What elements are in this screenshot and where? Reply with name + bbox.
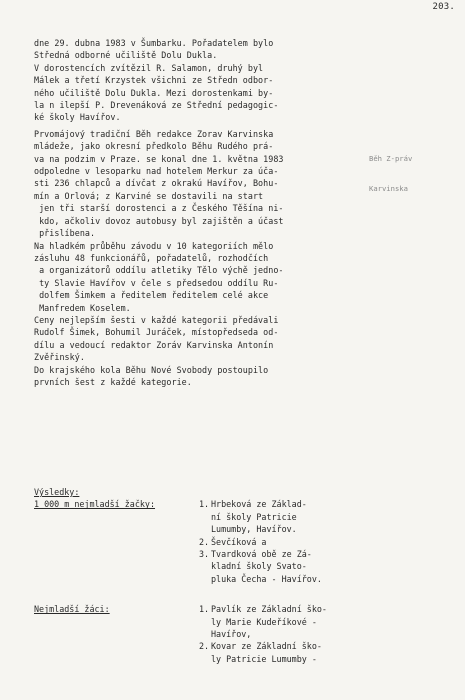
category-label: 1 000 m nejmladší žačky: [34, 499, 156, 510]
entry-text: Tvardková obě ze Zá- kladní školy Svato- pluka Čecha - Havířov. [211, 549, 322, 584]
text-line: ného učiliště Dolu Dukla. Mezi dorostenkami by- [34, 87, 274, 98]
text-line: zásluhu 48 funkcionářů, pořadatelů, rozhodčích [34, 252, 269, 263]
text-line: Manfredem Koselem. [34, 302, 131, 313]
text-line: V dorostencích zvítězil R. Salamon, druhý byl [34, 62, 264, 73]
entry-number: 1. [199, 499, 210, 510]
text-line: ké školy Havířov. [34, 112, 121, 123]
text-line: Málek a třetí Krzystek všichni ze Středn odbor- [34, 75, 274, 86]
entry-number: 1. [199, 604, 210, 615]
entry-number: 2. [199, 641, 210, 652]
text-line: dolfem Šimkem a ředitelem ředitelem celé akce [34, 290, 269, 301]
entry-text: Hrbeková ze Základ- ní školy Patricie Lumumby, Havířov. [211, 499, 307, 535]
text-line: sti 236 chlapců a dívčat z okrakú Havířov, Bohu- [34, 178, 279, 189]
results-title: Výsledky: [34, 487, 80, 497]
text-line: ty Slavie Havířov v čele s předsedou oddílu Ru- [34, 277, 279, 288]
results-section [34, 486, 434, 665]
text-line: Středná odborné učiliště Dolu Dukla. [34, 50, 218, 61]
entry-text: Kovar ze Základní ško- ly Patricie Lumumby - [211, 641, 322, 664]
text-line: dílu a vedoucí redaktor Zoráv Karvinska Antonín [34, 339, 274, 350]
side-note [369, 134, 459, 214]
text-line: Rudolf Šimek, Bohumil Juráček, místopředseda od- [34, 327, 279, 338]
paragraph [34, 314, 354, 388]
list-item [199, 640, 369, 665]
list-item [199, 603, 369, 640]
text-line: dne 29. dubna 1983 v Šumbarku. Pořadatelem bylo [34, 38, 274, 48]
list-item [199, 536, 369, 548]
text-line: Prvomájový tradiční Běh redakce Zorav Karvinska [34, 128, 274, 139]
text-line: mládeže, jako okresní předkolo Běhu Rudého prá- [34, 141, 274, 152]
entry-list [199, 498, 369, 585]
entry-list [199, 603, 369, 665]
text-line: Zvěřinský. [34, 352, 85, 363]
text-line: přislíbena. [34, 228, 96, 239]
paragraph [34, 128, 354, 240]
text-line: Do krajského kola Běhu Nové Svobody postoupilo [34, 364, 269, 375]
text-line: Na hladkém průběhu závodu v 10 kategoriích mělo [34, 240, 274, 251]
paragraph [34, 37, 354, 124]
list-item [199, 498, 369, 535]
body-text [34, 37, 354, 388]
text-line: mín a Orlová; z Karviné se dostavili na start [34, 190, 264, 201]
category-label: Nejmladší žáci: [34, 604, 110, 615]
paragraph [34, 240, 354, 314]
results-category [34, 498, 434, 585]
text-line: la n ilepší P. Drevenáková ze Střední pedagogic- [34, 100, 279, 111]
side-note-line: Běh Z-práv [369, 154, 413, 163]
entry-number: 3. [199, 549, 210, 560]
text-line: prvních šest z každé kategorie. [34, 376, 192, 387]
text-line: va na podzim v Praze. se konal dne 1. května 1983 [34, 153, 284, 164]
page-number: 203. [432, 2, 455, 12]
text-line: odpoledne v lesoparku nad hotelem Merkur za úča- [34, 166, 279, 177]
side-note-line: Karvinska [369, 184, 408, 193]
text-line: Ceny nejlepším šesti v každé kategorii předávali [34, 314, 279, 325]
text-line: jen tři starší dorostenci a z Českého Těšína ni- [34, 203, 284, 214]
results-category [34, 603, 434, 665]
entry-number: 2. [199, 536, 210, 547]
entry-text: Ševčíková a [211, 536, 267, 547]
text-line: kdo, ačkoliv dovoz autobusy byl zajištěn a účast [34, 215, 284, 226]
list-item [199, 548, 369, 585]
text-line: a organizátorů oddílu atletiky Tělo výchě jedno- [34, 265, 284, 276]
entry-text: Pavlík ze Základní ško- ly Marie Kudeříkové - Havířov, [211, 604, 327, 640]
